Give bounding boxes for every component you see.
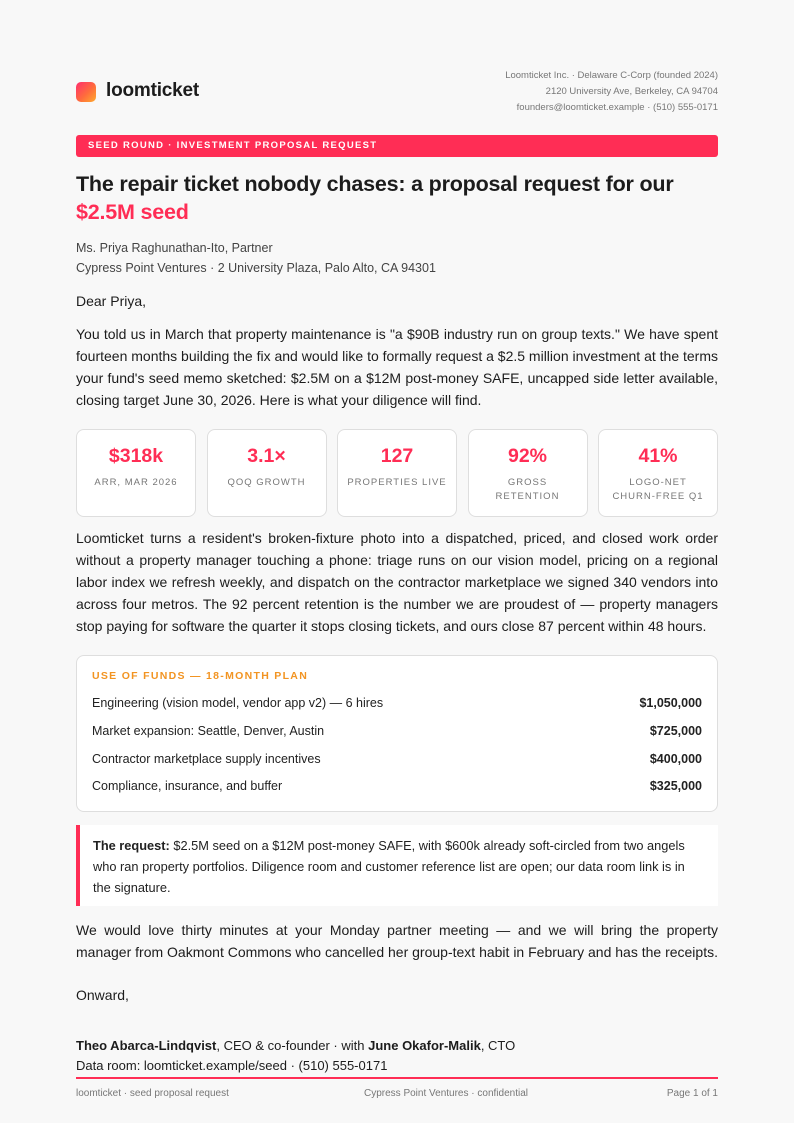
footer-center: Cypress Point Ventures · confidential bbox=[364, 1088, 528, 1099]
title-main: The repair ticket nobody chases: a proposal request for our bbox=[76, 172, 674, 196]
stat-label: ARR, MAR 2026 bbox=[94, 477, 178, 488]
page-footer bbox=[76, 1088, 718, 1104]
funds-row-label: Compliance, insurance, and buffer bbox=[92, 779, 283, 793]
stat-card bbox=[337, 429, 457, 517]
signature-names bbox=[76, 1036, 515, 1056]
company-info bbox=[505, 68, 718, 116]
use-of-funds-table bbox=[76, 655, 718, 812]
funds-row-label: Market expansion: Seattle, Denver, Austin bbox=[92, 724, 325, 738]
funds-row-amount: $725,000 bbox=[649, 724, 702, 738]
recipient-address: Cypress Point Ventures · 2 University Plaza, Palo Alto, CA 94301 bbox=[76, 261, 436, 275]
letterhead bbox=[76, 68, 718, 116]
signature-contact: Data room: loomticket.example/seed · (510) 555-0171 bbox=[76, 1058, 388, 1073]
cto-name: June Okafor-Malik bbox=[368, 1038, 481, 1053]
request-callout bbox=[76, 825, 718, 906]
ceo-name: Theo Abarca-Lindqvist bbox=[76, 1038, 217, 1053]
stat-label: LOGO-NET CHURN-FREE Q1 bbox=[612, 477, 704, 502]
request-text: $2.5M seed on a $12M post-money SAFE, with $600k already soft-circled from two angels who ran property portfolios. Diligence room and customer reference list are open; our data room link is in the signature. bbox=[93, 838, 685, 895]
funds-row-amount: $400,000 bbox=[649, 752, 702, 766]
stat-label: GROSS RETENTION bbox=[495, 477, 560, 502]
funds-title: USE OF FUNDS — 18-MONTH PLAN bbox=[92, 670, 309, 682]
funds-row bbox=[92, 721, 702, 741]
funds-row-label: Contractor marketplace supply incentives bbox=[92, 752, 321, 766]
brand-logo-icon bbox=[76, 82, 96, 102]
stat-label: QOQ GROWTH bbox=[227, 477, 306, 488]
product-paragraph: Loomticket turns a resident's broken-fixture photo into a dispatched, priced, and closed work order without a property manager touching a phone: triage runs on our vision model, pricing on a regional labor index we refresh weekly, and dispatch on the contractor marketplace we signed 340 vendors into across four metros. The 92 percent retention is the number we are proudest of — property managers stop paying for software the quarter it stops closing tickets, and ours close 87 percent within 48 hours. bbox=[76, 530, 718, 634]
stat-card bbox=[207, 429, 327, 517]
signature-block bbox=[76, 1036, 515, 1076]
title-accent: $2.5M seed bbox=[76, 200, 189, 224]
recipient-name: Ms. Priya Raghunathan-Ito, Partner bbox=[76, 241, 273, 255]
stat-card bbox=[76, 429, 196, 517]
company-info-line: 2120 University Ave, Berkeley, CA 94704 bbox=[545, 86, 718, 97]
stat-card bbox=[598, 429, 718, 517]
proposal-page bbox=[76, 0, 718, 1123]
footer-divider bbox=[76, 1077, 718, 1079]
stat-value: 92% bbox=[507, 445, 548, 467]
ask-paragraph: We would love thirty minutes at your Monday partner meeting — and we will bring the property manager from Oakmont Commons who cancelled her group-text habit in February and has the receipts. bbox=[76, 922, 718, 960]
footer-left: loomticket · seed proposal request bbox=[76, 1088, 229, 1099]
stat-value: 127 bbox=[380, 445, 414, 467]
salutation: Dear Priya, bbox=[76, 293, 147, 309]
funds-row-amount: $1,050,000 bbox=[639, 696, 702, 710]
cto-role: , CTO bbox=[480, 1038, 516, 1053]
round-banner: SEED ROUND · INVESTMENT PROPOSAL REQUEST bbox=[76, 135, 718, 157]
ceo-role: , CEO & co-founder · with bbox=[216, 1038, 369, 1053]
stat-card bbox=[468, 429, 588, 517]
funds-row-label: Engineering (vision model, vendor app v2) — 6 hires bbox=[92, 696, 384, 710]
stat-value: $318k bbox=[108, 445, 164, 467]
stats-row bbox=[76, 429, 718, 517]
stat-value: 3.1× bbox=[247, 445, 286, 467]
request-label: The request: bbox=[93, 838, 170, 853]
funds-row-amount: $325,000 bbox=[649, 779, 702, 793]
intro-paragraph: You told us in March that property maintenance is "a $90B industry run on group texts." We have spent fourteen months building the fix and would like to formally request a $2.5 million investment at the terms your fund's seed memo sketched: $2.5M on a $12M post-money SAFE, uncapped side letter available, closing target June 30, 2026. Here is what your diligence will find. bbox=[76, 326, 718, 408]
company-info-line: founders@loomticket.example · (510) 555-0171 bbox=[516, 102, 718, 113]
funds-row bbox=[92, 776, 702, 796]
stat-label: PROPERTIES LIVE bbox=[347, 477, 447, 488]
brand-name: loomticket bbox=[106, 80, 200, 101]
page-title bbox=[76, 170, 718, 226]
stat-value: 41% bbox=[638, 445, 678, 467]
closing: Onward, bbox=[76, 987, 129, 1003]
company-info-line: Loomticket Inc. · Delaware C-Corp (founded 2024) bbox=[505, 70, 718, 81]
funds-row bbox=[92, 749, 702, 769]
funds-row bbox=[92, 693, 702, 713]
recipient-block bbox=[76, 238, 436, 278]
page-number: Page 1 of 1 bbox=[666, 1088, 718, 1099]
